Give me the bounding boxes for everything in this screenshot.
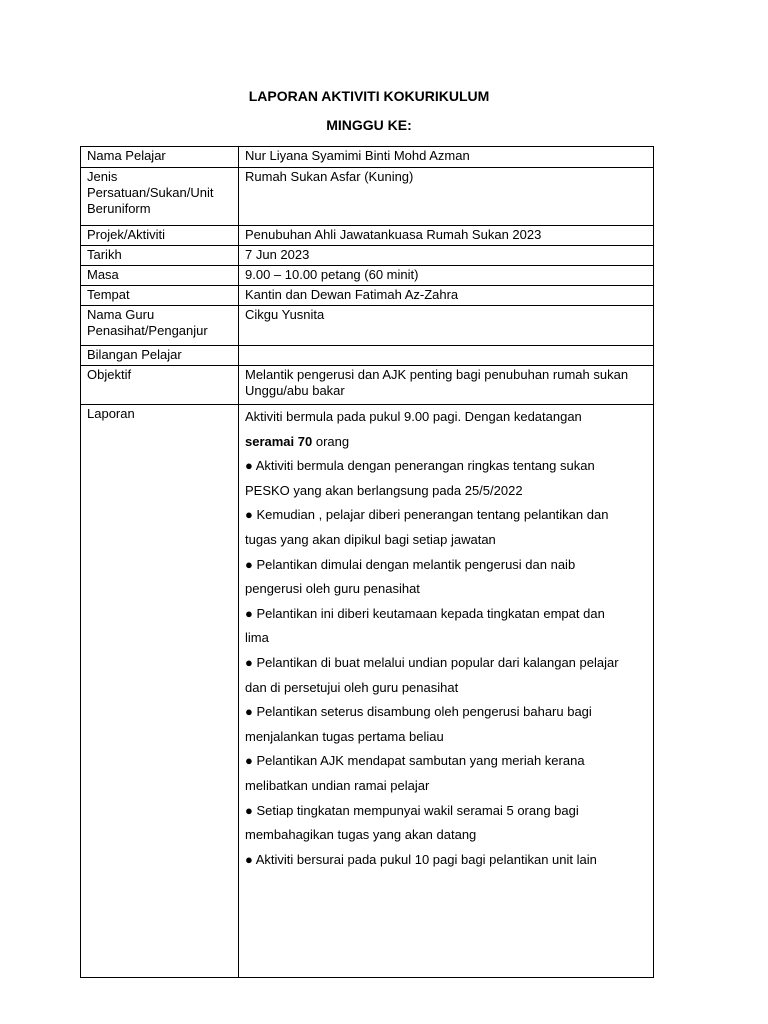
laporan-line: ● Setiap tingkatan mempunyai wakil seramai 5 orang bagi (245, 802, 579, 818)
row-masa (81, 266, 654, 286)
laporan-line: ● Pelantikan dimulai dengan melantik pengerusi dan naib (245, 556, 576, 572)
value-tarikh: 7 Jun 2023 (239, 246, 654, 266)
label-projek: Projek/Aktiviti (81, 226, 239, 246)
laporan-line: ● Pelantikan seterus disambung oleh pengerusi baharu bagi (245, 704, 592, 720)
row-objektif (81, 366, 654, 405)
label-tarikh: Tarikh (81, 246, 239, 266)
value-objektif: Melantik pengerusi dan AJK penting bagi penubuhan rumah sukan Unggu/abu bakar (239, 366, 654, 405)
laporan-intro: Aktiviti bermula pada pukul 9.00 pagi. Dengan kedatangan (245, 409, 582, 424)
laporan-line: ● Aktiviti bersurai pada pukul 10 pagi bagi pelantikan unit lain (245, 851, 597, 867)
laporan-line: tugas yang akan dipikul bagi setiap jawatan (245, 531, 496, 547)
label-tempat: Tempat (81, 286, 239, 306)
value-nama-pelajar: Nur Liyana Syamimi Binti Mohd Azman (239, 147, 654, 168)
label-guru: Nama Guru Penasihat/Penganjur (81, 306, 239, 346)
value-masa: 9.00 – 10.00 petang (60 minit) (239, 266, 654, 286)
laporan-line: menjalankan tugas pertama beliau (245, 728, 444, 744)
laporan-line: lima (245, 630, 269, 646)
row-laporan (81, 405, 654, 978)
document-title: LAPORAN AKTIVITI KOKURIKULUM (248, 88, 490, 104)
row-jenis (81, 168, 654, 226)
value-tempat: Kantin dan Dewan Fatimah Az-Zahra (239, 286, 654, 306)
laporan-line: ● Aktiviti bermula dengan penerangan ringkas tentang sukan (245, 458, 595, 474)
laporan-line: ● Pelantikan AJK mendapat sambutan yang meriah kerana (245, 753, 585, 769)
value-guru: Cikgu Yusnita (239, 306, 654, 346)
laporan-intro-2 (245, 430, 648, 455)
row-nama-pelajar (81, 147, 654, 168)
laporan-line: membahagikan tugas yang akan datang (245, 827, 477, 843)
laporan-line: pengerusi oleh guru penasihat (245, 581, 420, 597)
value-bilangan (239, 346, 654, 366)
report-table (80, 146, 654, 978)
laporan-line: dan di persetujui oleh guru penasihat (245, 679, 459, 695)
row-tempat (81, 286, 654, 306)
label-jenis: Jenis Persatuan/Sukan/Unit Beruniform (81, 168, 239, 226)
label-masa: Masa (81, 266, 239, 286)
laporan-intro-tail: orang (312, 433, 350, 449)
laporan-line: PESKO yang akan berlangsung pada 25/5/2022 (245, 482, 523, 498)
laporan-line: ● Kemudian , pelajar diberi penerangan tentang pelantikan dan (245, 507, 609, 523)
document-subtitle: MINGGU KE: (326, 117, 412, 133)
value-laporan (239, 405, 654, 978)
row-guru (81, 306, 654, 346)
label-objektif: Objektif (81, 366, 239, 405)
value-projek: Penubuhan Ahli Jawatankuasa Rumah Sukan 2023 (239, 226, 654, 246)
laporan-intro-bold: seramai 70 (245, 433, 313, 449)
laporan-line: ● Pelantikan di buat melalui undian popular dari kalangan pelajar (245, 654, 619, 670)
label-laporan: Laporan (81, 405, 239, 978)
row-projek (81, 226, 654, 246)
label-bilangan: Bilangan Pelajar (81, 346, 239, 366)
laporan-line: melibatkan undian ramai pelajar (245, 777, 430, 793)
row-tarikh (81, 246, 654, 266)
label-nama-pelajar: Nama Pelajar (81, 147, 239, 168)
laporan-line: ● Pelantikan ini diberi keutamaan kepada tingkatan empat dan (245, 605, 605, 621)
row-bilangan (81, 346, 654, 366)
value-jenis: Rumah Sukan Asfar (Kuning) (239, 168, 654, 226)
